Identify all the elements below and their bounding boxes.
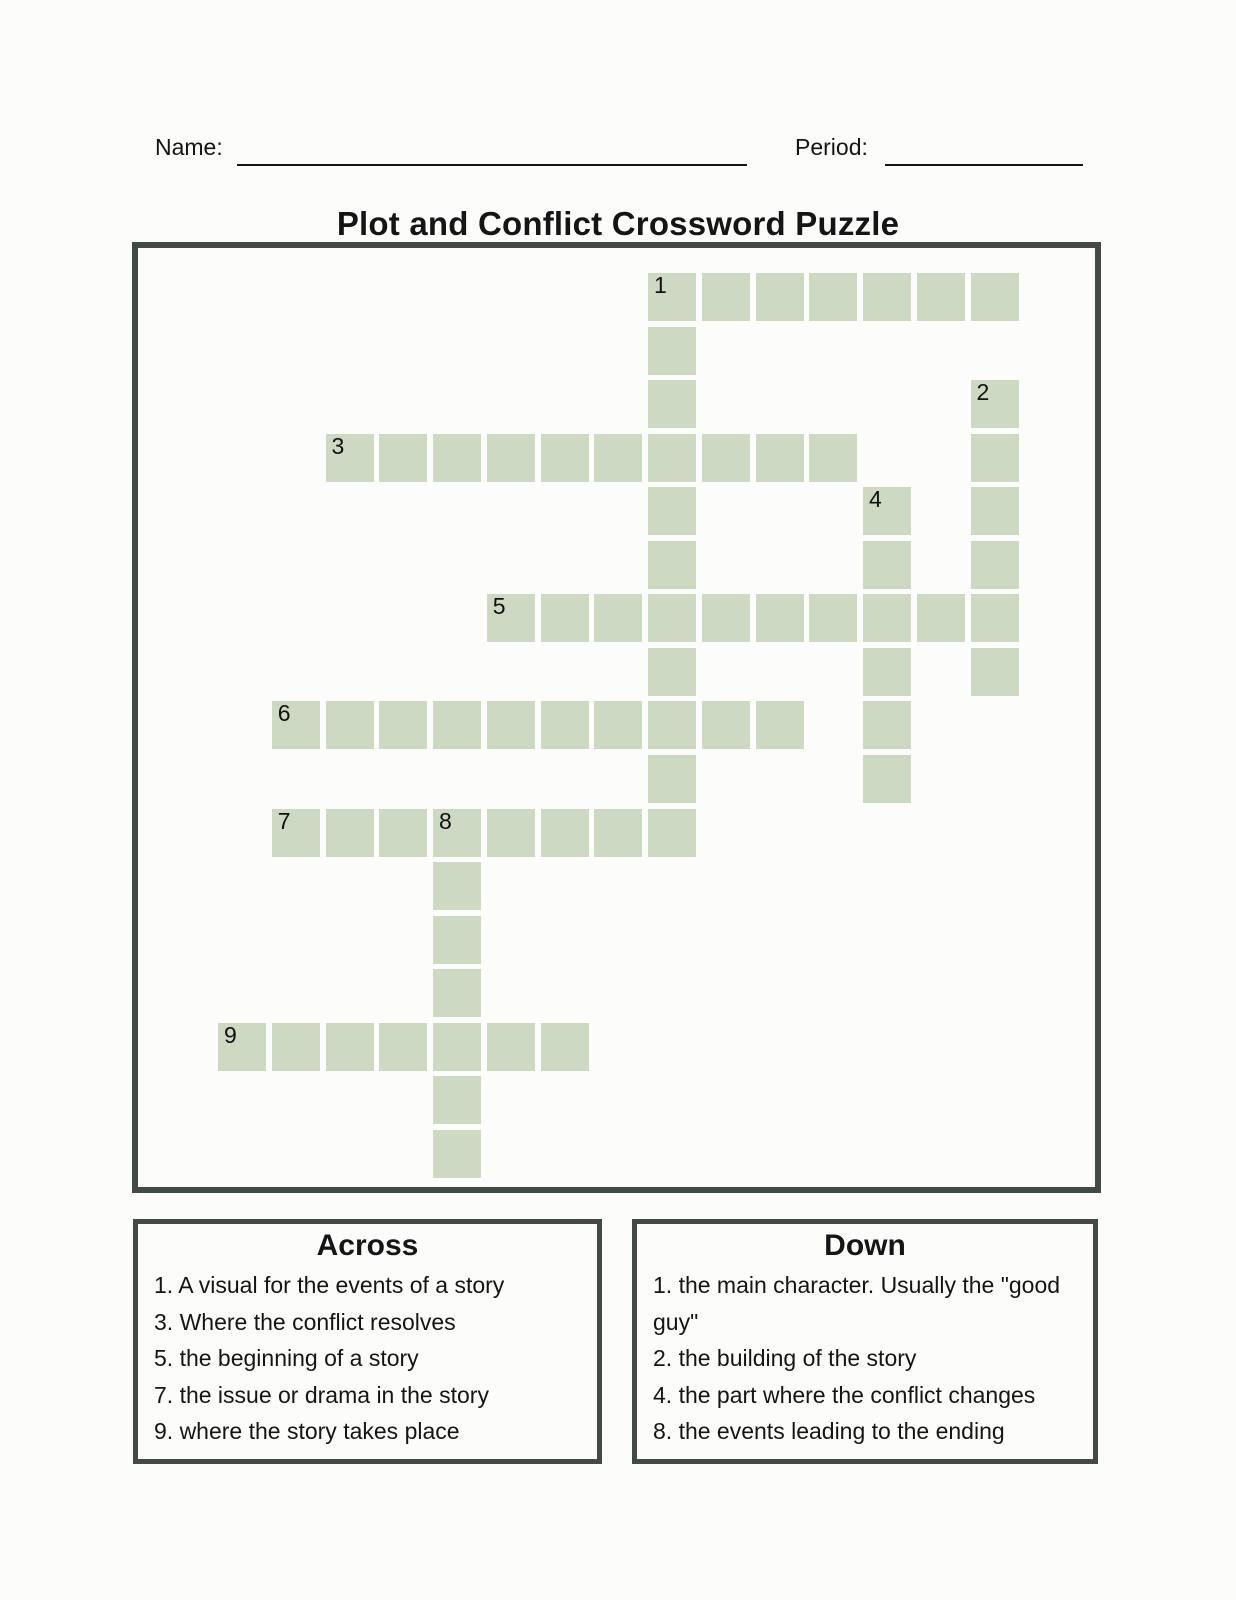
cell-number-2: 2: [976, 379, 990, 406]
crossword-cell-r8c5[interactable]: [487, 701, 535, 749]
cell-number-9: 9: [224, 1021, 237, 1048]
crossword-cell-r3c2[interactable]: [326, 434, 374, 482]
cell-number-5: 5: [492, 593, 506, 620]
crossword-cell-r10c7[interactable]: [594, 809, 642, 857]
crossword-cell-r10c6[interactable]: [541, 809, 589, 857]
crossword-cell-r5c14[interactable]: [971, 541, 1019, 589]
crossword-cell-r6c13[interactable]: [917, 594, 965, 642]
crossword-cell-r3c8[interactable]: [648, 434, 696, 482]
period-label: Period:: [795, 134, 868, 160]
crossword-cell-r6c9[interactable]: [702, 594, 750, 642]
crossword-cell-r4c12[interactable]: [863, 487, 911, 535]
crossword-cell-r6c8[interactable]: [648, 594, 696, 642]
clue-down-4: 4. the part where the conflict changes: [653, 1381, 1036, 1408]
crossword-cell-r10c4[interactable]: [433, 809, 481, 857]
clue-across-5: 5. the beginning of a story: [154, 1345, 419, 1372]
crossword-cell-r8c9[interactable]: [702, 701, 750, 749]
crossword-cell-r2c14[interactable]: [971, 380, 1019, 428]
crossword-cell-r10c2[interactable]: [326, 809, 374, 857]
crossword-cell-r10c8[interactable]: [648, 809, 696, 857]
crossword-cell-r6c12[interactable]: [863, 594, 911, 642]
crossword-cell-r3c4[interactable]: [433, 434, 481, 482]
crossword-grid: [132, 242, 1101, 1193]
crossword-cell-r5c8[interactable]: [648, 541, 696, 589]
crossword-cell-r0c10[interactable]: [756, 273, 804, 321]
crossword-cell-r7c8[interactable]: [648, 648, 696, 696]
clue-down-8: 8. the events leading to the ending: [653, 1418, 1005, 1445]
crossword-cell-r14c2[interactable]: [326, 1023, 374, 1071]
crossword-cell-r14c0[interactable]: [218, 1023, 266, 1071]
crossword-cell-r8c10[interactable]: [756, 701, 804, 749]
crossword-cell-r8c6[interactable]: [541, 701, 589, 749]
clue-down-1: 1. the main character. Usually the "good guy": [653, 1272, 1061, 1335]
clue-across-3: 3. Where the conflict resolves: [154, 1308, 456, 1335]
crossword-cell-r3c9[interactable]: [702, 434, 750, 482]
crossword-cell-r6c5[interactable]: [487, 594, 535, 642]
crossword-cell-r7c14[interactable]: [971, 648, 1019, 696]
crossword-cell-r0c9[interactable]: [702, 273, 750, 321]
crossword-cell-r1c8[interactable]: [648, 327, 696, 375]
cell-number-6: 6: [277, 700, 291, 727]
crossword-cell-r10c1[interactable]: [272, 809, 320, 857]
crossword-cell-r10c3[interactable]: [379, 809, 427, 857]
crossword-cell-r8c1[interactable]: [272, 701, 320, 749]
crossword-cell-r14c6[interactable]: [541, 1023, 589, 1071]
crossword-cell-r13c4[interactable]: [433, 969, 481, 1017]
down-title: Down: [824, 1229, 906, 1262]
crossword-cell-r0c11[interactable]: [809, 273, 857, 321]
cell-number-1: 1: [654, 272, 667, 298]
down-clues-box: [632, 1219, 1098, 1464]
crossword-cell-r14c3[interactable]: [379, 1023, 427, 1071]
clue-down-2: 2. the building of the story: [653, 1345, 917, 1372]
crossword-cell-r6c6[interactable]: [541, 594, 589, 642]
crossword-cell-r3c7[interactable]: [594, 434, 642, 482]
crossword-cell-r14c4[interactable]: [433, 1023, 481, 1071]
crossword-cell-r6c14[interactable]: [971, 594, 1019, 642]
crossword-cell-r9c8[interactable]: [648, 755, 696, 803]
crossword-cell-r14c1[interactable]: [272, 1023, 320, 1071]
crossword-cell-r3c14[interactable]: [971, 434, 1019, 482]
crossword-cell-r8c8[interactable]: [648, 701, 696, 749]
crossword-cell-r8c7[interactable]: [594, 701, 642, 749]
crossword-cell-r4c8[interactable]: [648, 487, 696, 535]
page-title: Plot and Conflict Crossword Puzzle: [336, 205, 900, 243]
crossword-cell-r3c5[interactable]: [487, 434, 535, 482]
period-field-line[interactable]: [885, 164, 1083, 166]
crossword-cell-r6c10[interactable]: [756, 594, 804, 642]
clue-across-1: 1. A visual for the events of a story: [154, 1272, 505, 1298]
crossword-cell-r3c3[interactable]: [379, 434, 427, 482]
crossword-cell-r2c8[interactable]: [648, 380, 696, 428]
crossword-cell-r8c2[interactable]: [326, 701, 374, 749]
crossword-cell-r8c3[interactable]: [379, 701, 427, 749]
crossword-cell-r0c13[interactable]: [917, 273, 965, 321]
crossword-cell-r10c5[interactable]: [487, 809, 535, 857]
crossword-cell-r3c10[interactable]: [756, 434, 804, 482]
crossword-cell-r3c11[interactable]: [809, 434, 857, 482]
crossword-cell-r12c4[interactable]: [433, 916, 481, 964]
crossword-cell-r14c5[interactable]: [487, 1023, 535, 1071]
crossword-cell-r3c6[interactable]: [541, 434, 589, 482]
clue-across-9: 9. where the story takes place: [154, 1418, 460, 1445]
crossword-cell-r6c11[interactable]: [809, 594, 857, 642]
cell-number-7: 7: [277, 807, 291, 834]
clue-across-7: 7. the issue or drama in the story: [154, 1381, 489, 1408]
crossword-cell-r0c12[interactable]: [863, 273, 911, 321]
crossword-cell-r7c12[interactable]: [863, 648, 911, 696]
name-label: Name:: [155, 134, 223, 160]
across-title: Across: [316, 1229, 419, 1262]
across-clue-list: [138, 1267, 597, 1450]
crossword-cell-r9c12[interactable]: [863, 755, 911, 803]
crossword-cell-r8c4[interactable]: [433, 701, 481, 749]
crossword-cell-r5c12[interactable]: [863, 541, 911, 589]
crossword-cell-r8c12[interactable]: [863, 701, 911, 749]
name-field-line[interactable]: [237, 164, 747, 166]
crossword-cell-r0c8[interactable]: [648, 273, 696, 321]
crossword-cell-r15c4[interactable]: [433, 1076, 481, 1124]
crossword-cell-r16c4[interactable]: [433, 1130, 481, 1178]
cell-number-4: 4: [869, 486, 882, 513]
across-clues-box: [133, 1219, 602, 1464]
crossword-cell-r4c14[interactable]: [971, 487, 1019, 535]
cell-number-8: 8: [439, 807, 452, 834]
down-clue-list: [637, 1267, 1093, 1450]
crossword-cell-r0c14[interactable]: [971, 273, 1019, 321]
crossword-cell-r6c7[interactable]: [594, 594, 642, 642]
cell-number-3: 3: [331, 432, 345, 459]
crossword-cell-r11c4[interactable]: [433, 862, 481, 910]
